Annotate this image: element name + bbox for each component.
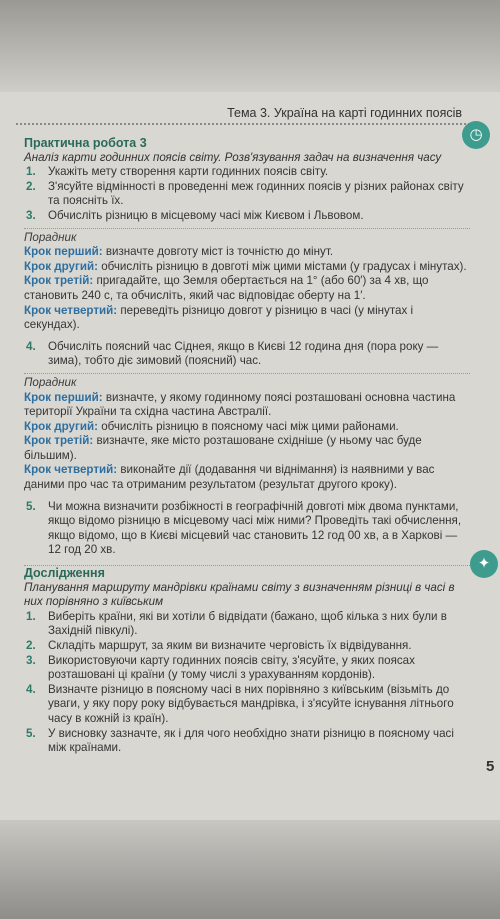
list-item bbox=[24, 165, 470, 180]
list-item bbox=[24, 340, 470, 369]
list-number: 4. bbox=[26, 682, 36, 696]
list-text: Складіть маршрут, за яким ви визначите черговість їх відвідування. bbox=[48, 639, 412, 652]
guide-step bbox=[24, 391, 470, 420]
guide-step bbox=[24, 274, 470, 303]
list-item bbox=[24, 639, 470, 654]
practical-subtitle: Аналіз карти годинних поясів світу. Розв'язування задач на визначення часу bbox=[24, 150, 442, 164]
list-text: З'ясуйте відмінності в проведенні меж годинних поясів у різних районах світу та поясніть їх. bbox=[48, 179, 464, 208]
spacer bbox=[24, 333, 470, 340]
spacer bbox=[24, 558, 470, 565]
guide-label: Порадник bbox=[24, 373, 470, 391]
list-item bbox=[24, 209, 470, 224]
list-item bbox=[24, 683, 470, 727]
list-number: 3. bbox=[26, 208, 36, 222]
list-item bbox=[24, 727, 470, 756]
step-text: визначте, яке місто розташоване східніше (у ньому час буде більшим). bbox=[24, 434, 422, 462]
list-item bbox=[24, 500, 470, 558]
list-text: Обчисліть різницю в місцевому часі між Києвом і Львовом. bbox=[48, 208, 364, 222]
list-number: 5. bbox=[26, 726, 36, 740]
header-divider bbox=[16, 123, 470, 125]
clock-icon: ◷ bbox=[462, 121, 490, 149]
guide-step bbox=[24, 245, 470, 260]
list-text: Обчисліть поясний час Сіднея, якщо в Києві 12 година дня (пора року — зима), тобто діє зимовий (поясний) час. bbox=[48, 339, 439, 368]
step-title: Крок другий: bbox=[24, 419, 98, 433]
step-title: Крок перший: bbox=[24, 390, 103, 404]
step-text: визначте довготу міст із точністю до мінут. bbox=[105, 245, 334, 259]
step-text: пригадайте, що Земля обертається на 1° (або 60′) за 4 хв, що становить 240 с, та обчисліть, який час відповідає оберту на 1′. bbox=[24, 274, 429, 302]
list-text: Виберіть країни, які ви хотіли б відвідати (бажано, щоб кілька з них були в Західній півкулі). bbox=[48, 609, 447, 638]
step-text: обчисліть різницю в поясному часі між цими районами. bbox=[101, 419, 399, 433]
guide-step bbox=[24, 304, 470, 333]
list-number: 1. bbox=[26, 165, 36, 179]
guide-step bbox=[24, 420, 470, 435]
list-number: 4. bbox=[26, 339, 36, 353]
list-text: У висновку зазначте, як і для чого необхідно знати різницю в поясному часі між країнами. bbox=[48, 726, 454, 755]
list-item bbox=[24, 610, 470, 639]
list-item bbox=[24, 654, 470, 683]
step-title: Крок четвертий: bbox=[24, 303, 118, 317]
step-title: Крок четвертий: bbox=[24, 463, 118, 477]
list-number: 2. bbox=[26, 639, 36, 652]
step-text: виконайте дії (додавання чи віднімання) із наявними у вас даними про час та отриманим результатом (результат другого кроку). bbox=[24, 463, 435, 492]
page-header: Тема 3. Україна на карті годинних поясів bbox=[227, 106, 462, 120]
page-number: 5 bbox=[486, 758, 495, 775]
research-title: Дослідження bbox=[24, 565, 470, 581]
page-top-shadow bbox=[0, 0, 500, 92]
step-text: обчисліть різницю в довготі між цими містами (у градусах і мінутах). bbox=[101, 259, 467, 273]
list-item bbox=[24, 180, 470, 209]
step-text: визначте, у якому годинному поясі розташовані основна частина території України та східна частина Австралії. bbox=[24, 390, 456, 419]
list-number: 3. bbox=[26, 653, 36, 667]
step-title: Крок другий: bbox=[24, 259, 98, 273]
list-text: Визначте різницю в поясному часі в них порівняно з київським (візьміть до уваги, у яку пору року відбувається мандрівка, і з'ясуйте існування літнього часу в кожній із країн). bbox=[48, 682, 454, 725]
step-title: Крок третій: bbox=[24, 274, 94, 288]
page-content bbox=[24, 136, 470, 756]
list-text: Використовуючи карту годинних поясів світу, з'ясуйте, у яких поясах розташовані ці країни (у тому числі з урахуванням кордонів). bbox=[48, 653, 415, 682]
guide-step bbox=[24, 434, 470, 463]
guide-step bbox=[24, 463, 470, 492]
list-number: 1. bbox=[26, 609, 36, 623]
list-text: Укажіть мету створення карти годинних поясів світу. bbox=[48, 165, 329, 179]
compass-icon: ✦ bbox=[470, 550, 498, 578]
spacer bbox=[24, 493, 470, 500]
page-bottom-shadow bbox=[0, 820, 500, 919]
step-title: Крок перший: bbox=[24, 245, 103, 259]
step-text: переведіть різницю довгот у різницю в часі (у мінутах і секундах). bbox=[24, 303, 414, 332]
list-text: Чи можна визначити розбіжності в географічній довготі між двома пунктами, якщо відомо різницю в місцевому часі між ними? Проведіть такі обчислення, якщо відомо, що в Києві місцевий час становить 12 год 00 хв, а в Харкові — 12 год 20 хв. bbox=[48, 499, 462, 557]
list-number: 5. bbox=[26, 499, 36, 513]
research-subtitle: Планування маршруту мандрівки країнами світу з визначенням різниці в часі в них порівняно з київським bbox=[24, 580, 455, 609]
guide-label: Порадник bbox=[24, 228, 470, 246]
list-number: 2. bbox=[26, 179, 36, 193]
step-title: Крок третій: bbox=[24, 434, 94, 448]
guide-step bbox=[24, 260, 470, 275]
practical-title: Практична робота 3 bbox=[24, 136, 147, 150]
